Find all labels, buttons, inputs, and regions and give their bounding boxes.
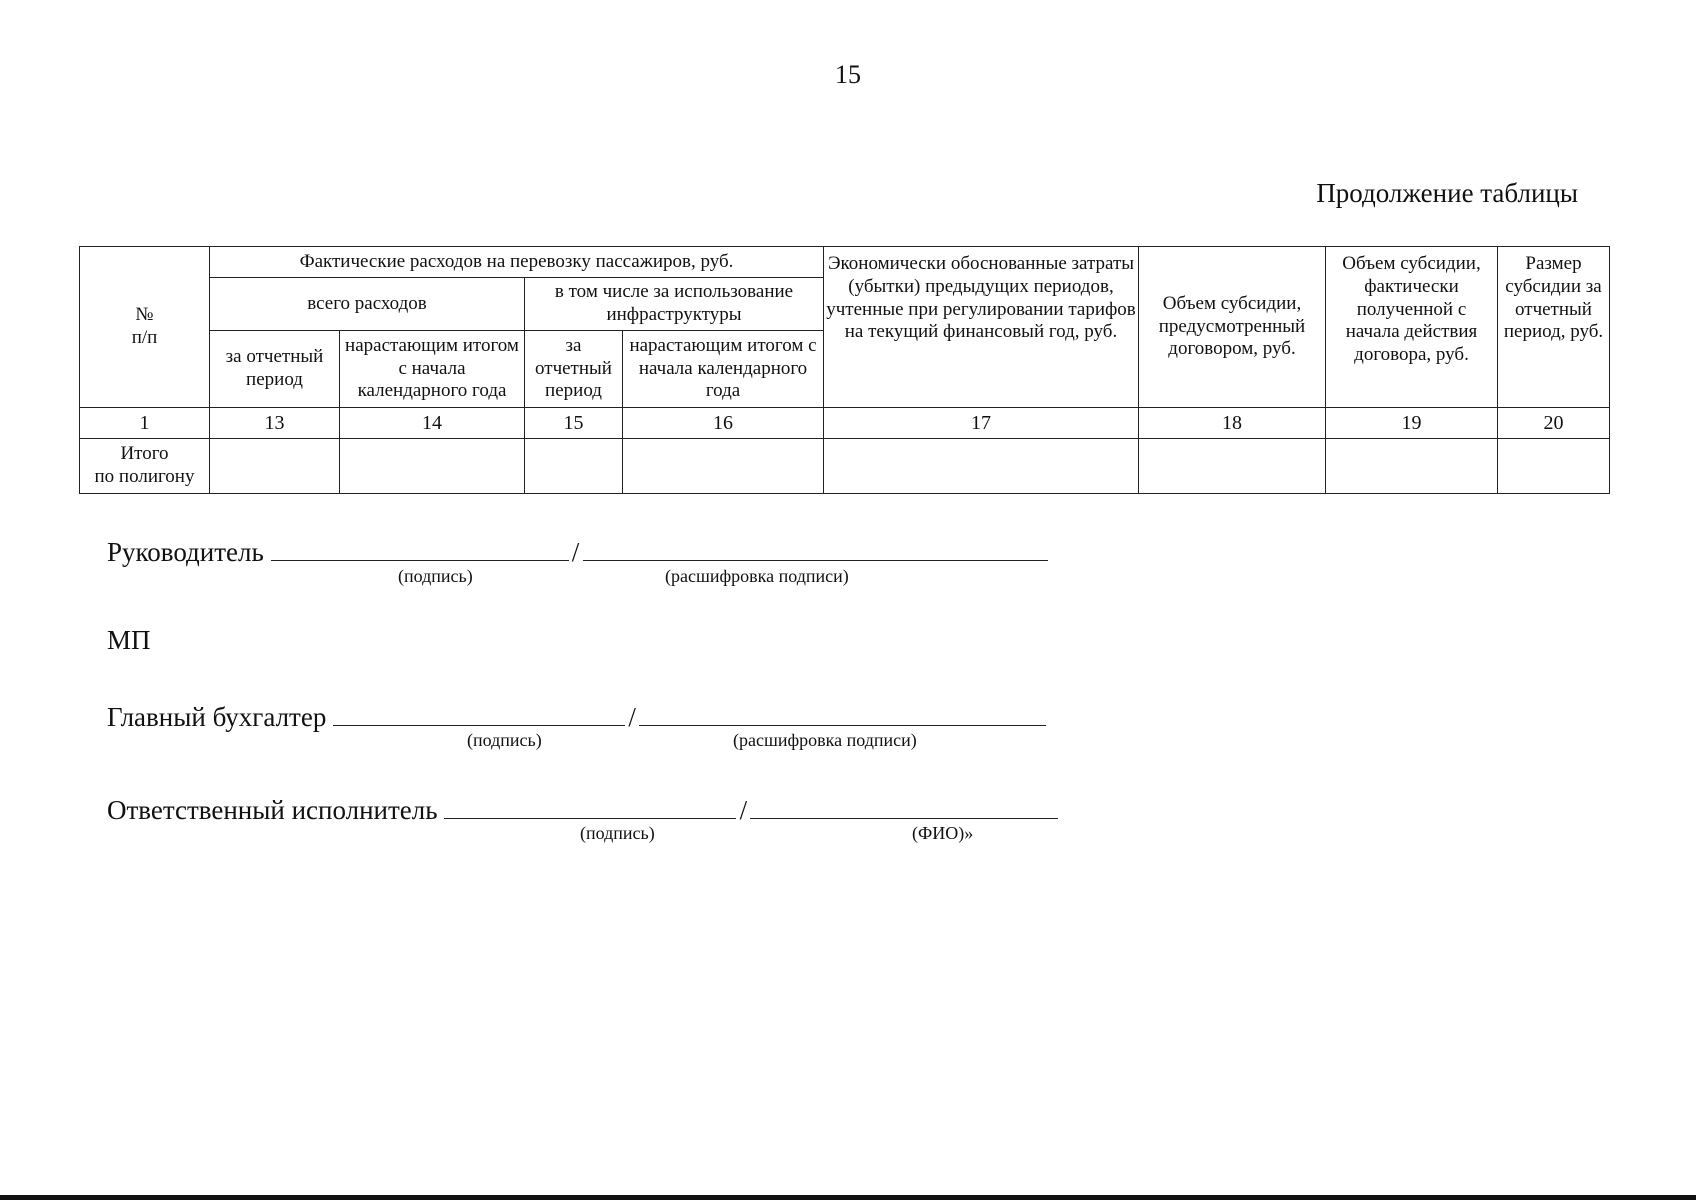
stamp-placeholder: МП — [107, 625, 151, 655]
page-bottom-edge — [0, 1195, 1696, 1200]
column-number: 14 — [340, 408, 525, 439]
executor-signature-line — [107, 788, 1058, 826]
header-total-costs: всего расходов — [210, 278, 525, 331]
page-number: 15 — [835, 60, 861, 89]
accountant-decode-caption: (расшифровка подписи) — [733, 730, 917, 750]
header-subsidy-contract: Объем субсидии, предусмотренный договором, руб. — [1139, 247, 1326, 408]
header-cumulative: нарастающим итогом с начала календарного года — [340, 331, 525, 408]
executor-signature-blank — [444, 788, 736, 819]
header-econ-costs: Экономически обоснованные затраты (убытки) предыдущих периодов, учтенные при регулировании тарифов на текущий финансовый год, руб. — [824, 247, 1139, 408]
executor-label: Ответственный исполнитель — [107, 795, 438, 825]
header-incl-infrastructure: в том числе за использование инфраструктуры — [525, 278, 824, 331]
slash-separator: / — [628, 702, 636, 732]
slash-separator: / — [739, 795, 748, 825]
continuation-label: Продолжение таблицы — [1316, 178, 1578, 208]
header-for-period-infra: за отчетный период — [525, 331, 623, 408]
header-row-number: № п/п — [80, 247, 210, 408]
table-cell — [525, 439, 623, 494]
subsidy-table — [79, 246, 1610, 494]
table-cell — [210, 439, 340, 494]
table-cell — [824, 439, 1139, 494]
header-subsidy-received: Объем субсидии, фактически полученной с начала действия договора, руб. — [1326, 247, 1498, 408]
head-decode-blank — [583, 530, 1048, 561]
total-row — [80, 439, 1610, 494]
table-cell — [623, 439, 824, 494]
table-cell — [1326, 439, 1498, 494]
header-subsidy-period: Размер субсидии за отчетный период, руб. — [1498, 247, 1610, 408]
total-row-label: Итого по полигону — [80, 439, 210, 494]
head-sign-caption: (подпись) — [398, 566, 473, 586]
column-number: 1 — [80, 408, 210, 439]
head-label: Руководитель — [107, 537, 264, 567]
slash-separator: / — [571, 537, 580, 567]
column-number: 17 — [824, 408, 1139, 439]
header-for-period: за отчетный период — [210, 331, 340, 408]
header-cumulative-infra: нарастающим итогом с начала календарного года — [623, 331, 824, 408]
column-number: 20 — [1498, 408, 1610, 439]
accountant-decode-blank — [639, 695, 1046, 726]
head-decode-caption: (расшифровка подписи) — [665, 566, 849, 586]
accountant-signature-line — [107, 695, 1046, 733]
header-actual-costs: Фактические расходов на перевозку пассажиров, руб. — [210, 247, 824, 278]
column-number: 16 — [623, 408, 824, 439]
executor-name-blank — [750, 788, 1058, 819]
table-cell — [1498, 439, 1610, 494]
head-signature-line — [107, 530, 1048, 568]
accountant-signature-blank — [333, 695, 625, 726]
table-cell — [1139, 439, 1326, 494]
executor-name-caption: (ФИО)» — [912, 823, 974, 843]
accountant-label: Главный бухгалтер — [107, 702, 327, 732]
head-signature-blank — [271, 530, 569, 561]
column-number: 13 — [210, 408, 340, 439]
table-cell — [340, 439, 525, 494]
accountant-sign-caption: (подпись) — [467, 730, 542, 750]
column-number: 18 — [1139, 408, 1326, 439]
column-number-row — [80, 408, 1610, 439]
column-number: 15 — [525, 408, 623, 439]
column-number: 19 — [1326, 408, 1498, 439]
executor-sign-caption: (подпись) — [580, 823, 655, 843]
